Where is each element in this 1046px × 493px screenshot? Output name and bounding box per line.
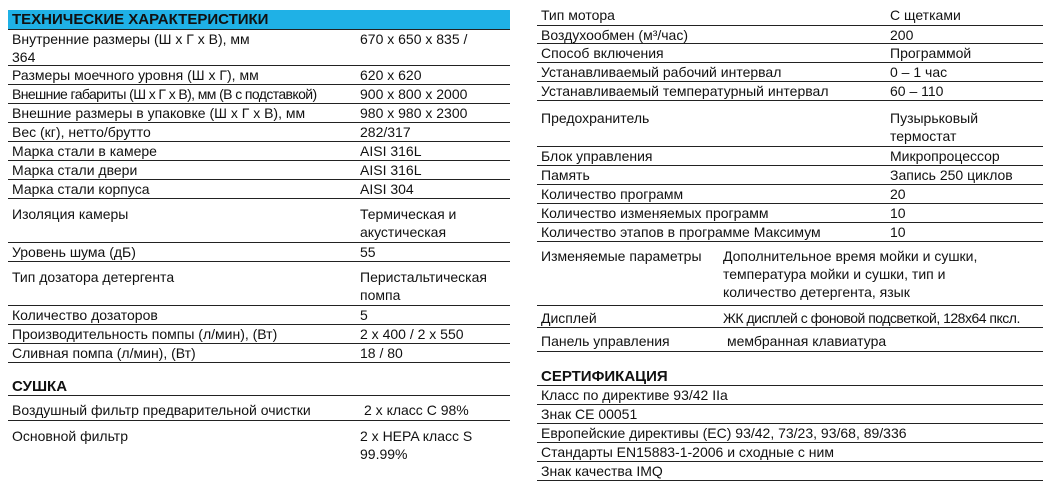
row-label: Количество этапов в программе Максимум [541, 224, 821, 240]
row-value-line3: количество детергента, язык [723, 284, 910, 300]
row-value-line2: помпа [360, 287, 401, 303]
list-item: Стандарты EN15883-1-2006 и сходные с ним [537, 443, 1043, 462]
row-label: Воздушный фильтр предварительной очистки [12, 402, 311, 418]
row-label: Способ включения [541, 45, 664, 61]
row-value: 282/317 [360, 124, 411, 140]
row-value-continuation: 364 [12, 49, 36, 65]
row-value: Микропроцессор [890, 148, 1000, 164]
row-value: Термическая и [360, 206, 457, 222]
row-label: Производительность помпы (л/мин), (Вт) [12, 326, 278, 342]
row-value: Программой [890, 45, 972, 61]
row-label: Изменяемые параметры [541, 248, 702, 264]
table-row [537, 147, 1043, 166]
row-value: 670 х 650 х 835 / [360, 31, 468, 47]
list-item: Класс по директиве 93/42 IIa [537, 386, 1043, 405]
row-label: Основной фильтр [12, 428, 128, 444]
table-row [8, 306, 510, 325]
left-spec-column [8, 10, 510, 465]
row-value: 2 х класс С 98% [364, 402, 469, 418]
drying-section-title: СУШКА [8, 377, 510, 396]
table-row [537, 242, 1043, 306]
row-label: Изоляция камеры [12, 206, 129, 222]
row-value: 2 х HEPA класс S [360, 428, 473, 444]
row-label: Внутренние размеры (Ш х Г х В), мм [12, 31, 250, 47]
table-row [8, 142, 510, 161]
table-row [8, 421, 510, 465]
row-label: Марка стали в камере [12, 143, 157, 159]
row-value: 10 [890, 224, 906, 240]
table-row [8, 325, 510, 344]
row-value: 20 [890, 186, 906, 202]
table-row [8, 262, 510, 306]
row-value-line2: акустическая [360, 224, 447, 240]
row-label: Внешние габариты (Ш х Г х В), мм (В с подставкой) [12, 86, 317, 102]
row-label: Размеры моечного уровня (Ш х Г), мм [12, 67, 259, 83]
row-label: Количество программ [541, 186, 684, 202]
row-value: мембранная клавиатура [727, 333, 887, 349]
list-item: Знак качества IMQ [537, 462, 1043, 481]
table-row [8, 180, 510, 199]
row-label: Устанавливаемый рабочий интервал [541, 64, 782, 80]
table-row [537, 63, 1043, 82]
row-label: Панель управления [541, 333, 670, 349]
row-label: Память [541, 167, 590, 183]
table-row [537, 223, 1043, 242]
table-row [537, 204, 1043, 223]
row-value: 620 х 620 [360, 67, 422, 83]
table-row [8, 85, 510, 104]
row-value: ЖК дисплей с фоновой подсветкой, 128х64 пксл. [723, 310, 1020, 326]
table-row [8, 66, 510, 85]
row-value-line2: температура мойки и сушки, тип и [723, 266, 946, 282]
row-value: AISI 316L [360, 162, 422, 178]
row-label: Воздухообмен (м³/час) [541, 27, 688, 43]
row-label: Устанавливаемый температурный интервал [541, 83, 829, 99]
row-label: Блок управления [541, 148, 653, 164]
row-label: Уровень шума (дБ) [12, 244, 136, 260]
row-value: Перистальтическая [360, 269, 487, 285]
row-value: 980 х 980 х 2300 [360, 105, 468, 121]
row-label: Сливная помпа (л/мин), (Вт) [12, 345, 196, 361]
row-label: Количество дозаторов [12, 307, 158, 323]
row-label: Марка стали корпуса [12, 181, 150, 197]
table-row [537, 185, 1043, 204]
table-row [537, 6, 1043, 25]
list-item: Европейские директивы (ЕС) 93/42, 73/23, 93/68, 89/336 [537, 424, 1043, 443]
row-value: 18 / 80 [360, 345, 403, 361]
certification-section-title: СЕРТИФИКАЦИЯ [537, 367, 1043, 386]
row-value: 2 х 400 / 2 х 550 [360, 326, 464, 342]
table-row [8, 199, 510, 243]
table-row [8, 123, 510, 142]
row-value: Пузырьковый [890, 110, 979, 126]
row-label: Тип мотора [541, 7, 615, 23]
row-label: Марка стали двери [12, 162, 138, 178]
row-value: 10 [890, 205, 906, 221]
list-item: Знак CE 00051 [537, 405, 1043, 424]
row-value: 60 – 110 [890, 83, 944, 99]
table-row [537, 166, 1043, 185]
table-row [8, 104, 510, 123]
table-row [537, 44, 1043, 63]
row-label: Количество изменяемых программ [541, 205, 769, 221]
specs-section-title: ТЕХНИЧЕСКИЕ ХАРАКТЕРИСТИКИ [8, 10, 510, 30]
row-label: Внешние размеры в упаковке (Ш х Г х В), мм [12, 105, 306, 121]
row-value: 0 – 1 час [890, 64, 948, 80]
table-row [8, 396, 510, 421]
row-value: С щетками [890, 7, 961, 23]
row-value: 5 [360, 307, 368, 323]
right-spec-column [537, 6, 1043, 481]
row-label: Вес (кг), нетто/брутто [12, 124, 151, 140]
row-label: Тип дозатора детергента [12, 269, 175, 285]
row-value: AISI 304 [360, 181, 414, 197]
row-value: 200 [890, 27, 914, 43]
row-label: Предохранитель [541, 110, 650, 126]
table-row [537, 328, 1043, 352]
row-label: Дисплей [541, 310, 597, 326]
row-value-line2: 99.99% [360, 446, 408, 462]
table-row [8, 344, 510, 363]
table-row [8, 30, 510, 66]
table-row [537, 101, 1043, 147]
row-value: 900 х 800 х 2000 [360, 86, 468, 102]
row-value: Запись 250 циклов [890, 167, 1013, 183]
row-value: AISI 316L [360, 143, 422, 159]
table-row [8, 161, 510, 180]
row-value: 55 [360, 244, 376, 260]
row-value: Дополнительное время мойки и сушки, [723, 248, 978, 264]
table-row [537, 306, 1043, 328]
table-row [537, 25, 1043, 44]
row-value-line2: термостат [890, 128, 957, 144]
table-row [537, 82, 1043, 101]
table-row [8, 243, 510, 262]
